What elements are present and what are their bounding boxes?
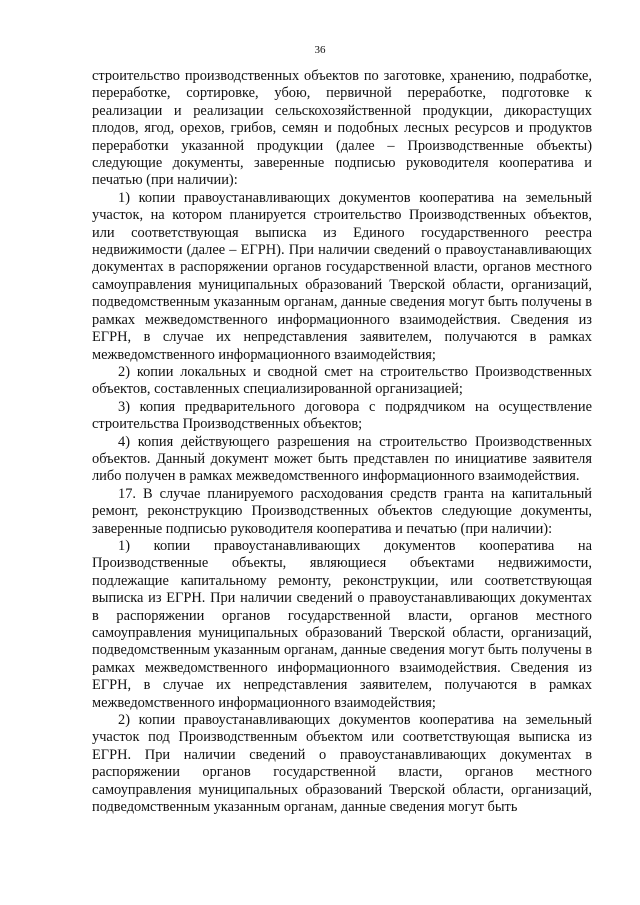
paragraph-item-2-estimates: 2) копии локальных и сводной смет на строительство Производственных объектов, составленных специализированной организацией; <box>92 363 592 398</box>
document-body <box>92 68 592 816</box>
paragraph-item-1-land-documents: 1) копии правоустанавливающих документов кооператива на земельный участок, на котором планируется строительство Производственных объектов, или соответствующая выписка из Единого государственного реестра недвижимости (далее – ЕГРН). При наличии сведений о правоустанавливающих документах в распоряжении органов государственной власти, органов местного самоуправления муниципальных образований Тверской области, организаций, подведомственным указанным органам, данные сведения могут быть получены в рамках межведомственного информационного взаимодействия. Сведения из ЕГРН, в случае их непредставления заявителем, получаются в рамках межведомственного информационного взаимодействия; <box>92 189 592 363</box>
page-number: 36 <box>314 44 326 56</box>
paragraph-item-4-permit: 4) копия действующего разрешения на строительство Производственных объектов. Данный документ может быть представлен по инициативе заявителя либо получен в рамках межведомственного информационного взаимодействия. <box>92 433 592 485</box>
paragraph-intro-continuation: строительство производственных объектов по заготовке, хранению, подработке, переработке, сортировке, убою, первичной переработке, подготовке к реализации и реализации сельскохозяйственной продукции, дикорастущих плодов, ягод, орехов, грибов, семян и подобных лесных ресурсов и продуктов переработки указанной продукции (далее – Производственные объекты) следующие документы, заверенные подписью руководителя кооператива и печатью (при наличии): <box>92 68 592 189</box>
paragraph-section-17-item-2: 2) копии правоустанавливающих документов кооператива на земельный участок под Производственным объектом или соответствующая выписка из ЕГРН. При наличии сведений о правоустанавливающих документах в распоряжении органов государственной власти, органов местного самоуправления муниципальных образований Тверской области, организаций, подведомственным указанным органам, данные сведения могут быть <box>92 712 592 816</box>
paragraph-item-3-contract: 3) копия предварительного договора с подрядчиком на осуществление строительства Производственных объектов; <box>92 398 592 433</box>
paragraph-section-17-item-1: 1) копии правоустанавливающих документов кооператива на Производственные объекты, являющиеся объектами недвижимости, подлежащие капитальному ремонту, реконструкции, или соответствующая выписка из ЕГРН. При наличии сведений о правоустанавливающих документах в распоряжении органов государственной власти, органов местного самоуправления муниципальных образований Тверской области, организаций, подведомственным указанным органам, данные сведения могут быть получены в рамках межведомственного информационного взаимодействия. Сведения из ЕГРН, в случае их непредставления заявителем, получаются в рамках межведомственного информационного взаимодействия; <box>92 537 592 711</box>
paragraph-section-17: 17. В случае планируемого расходования средств гранта на капитальный ремонт, реконструкцию Производственных объектов следующие документы, заверенные подписью руководителя кооператива и печатью (при наличии): <box>92 485 592 537</box>
